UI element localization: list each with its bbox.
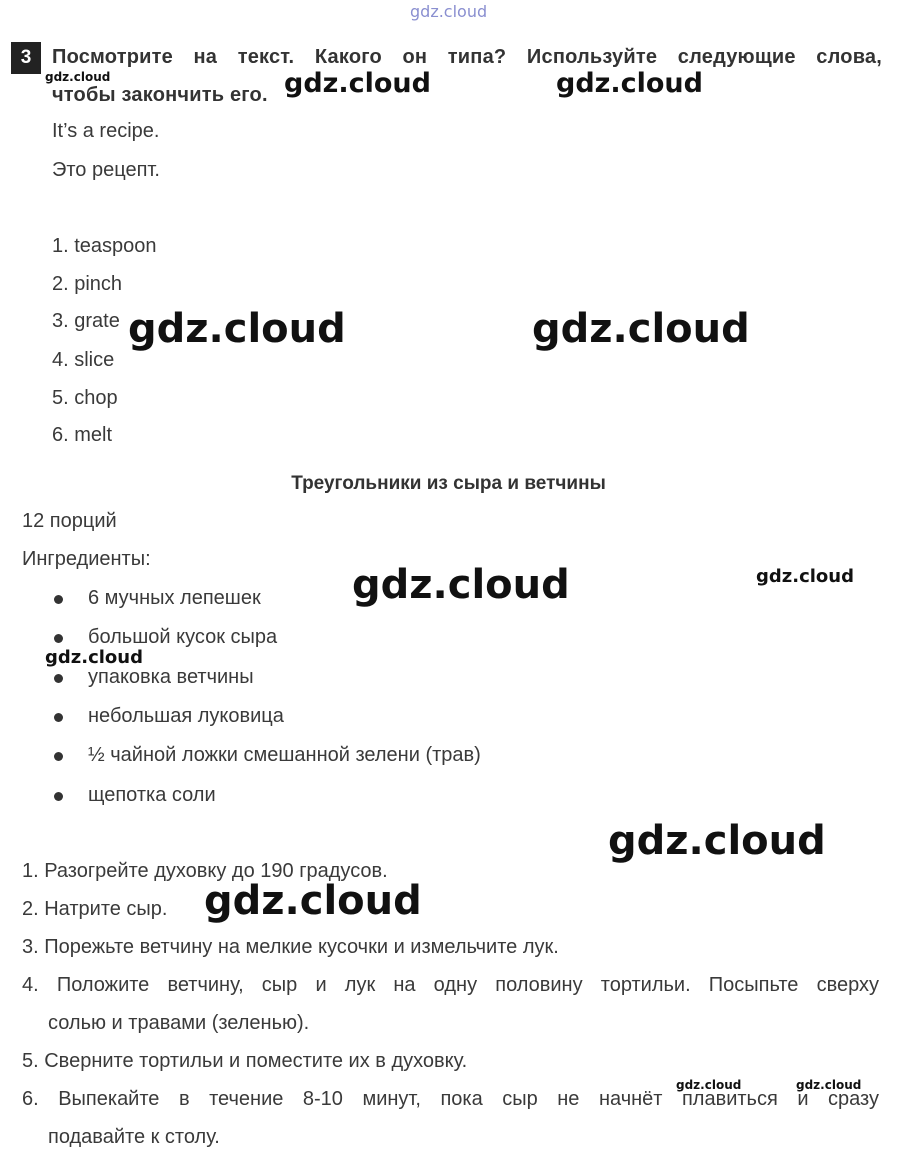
bullet-icon (54, 674, 63, 683)
word-item: 6. melt (52, 424, 113, 446)
watermark: gdz.cloud (45, 70, 111, 84)
watermark: gdz.cloud (352, 562, 570, 608)
ingredient-item: ½ чайной ложки смешанной зелени (трав) (88, 744, 481, 766)
word-item: 4. slice (52, 349, 115, 371)
answer-russian: Это рецепт. (52, 159, 160, 181)
recipe-step-6-line2: подавайте к столу. (48, 1126, 220, 1148)
bullet-icon (54, 595, 63, 604)
word-item: 2. pinch (52, 273, 123, 295)
ingredient-item: 6 мучных лепешек (88, 587, 261, 609)
recipe-step-3: 3. Порежьте ветчину на мелкие кусочки и измельчите лук. (22, 936, 559, 958)
recipe-step-1: 1. Разогрейте духовку до 190 градусов. (22, 860, 388, 882)
bullet-icon (54, 752, 63, 761)
task-instruction-line1: Посмотрите на текст. Какого он типа? Используйте следующие слова, (52, 46, 882, 68)
recipe-servings: 12 порций (22, 510, 117, 532)
bullet-icon (54, 713, 63, 722)
watermark-top: gdz.cloud (410, 2, 488, 21)
watermark: gdz.cloud (532, 306, 750, 352)
recipe-title: Треугольники из сыра и ветчины (291, 473, 606, 494)
ingredient-item: упаковка ветчины (88, 666, 254, 688)
watermark: gdz.cloud (556, 68, 703, 99)
ingredient-item: большой кусок сыра (88, 626, 278, 648)
recipe-step-2: 2. Натрите сыр. (22, 898, 168, 920)
word-item: 1. teaspoon (52, 235, 157, 257)
answer-english: It’s a recipe. (52, 120, 160, 142)
task-instruction-line2: чтобы закончить его. (52, 84, 268, 106)
watermark: gdz.cloud (608, 818, 826, 864)
watermark: gdz.cloud (796, 1078, 862, 1092)
watermark: gdz.cloud (676, 1078, 742, 1092)
recipe-step-4-line1: 4. Положите ветчину, сыр и лук на одну половину тортильи. Посыпьте сверху (22, 974, 879, 996)
task-number-badge: 3 (11, 42, 41, 74)
bullet-icon (54, 634, 63, 643)
watermark: gdz.cloud (284, 68, 431, 99)
watermark: gdz.cloud (45, 647, 143, 668)
watermark: gdz.cloud (204, 878, 422, 924)
watermark: gdz.cloud (756, 566, 854, 587)
watermark: gdz.cloud (128, 306, 346, 352)
recipe-step-5: 5. Сверните тортильи и поместите их в духовку. (22, 1050, 468, 1072)
word-item: 5. chop (52, 387, 118, 409)
ingredients-label: Ингредиенты: (22, 548, 151, 570)
ingredient-item: небольшая луковица (88, 705, 284, 727)
recipe-step-4-line2: солью и травами (зеленью). (48, 1012, 310, 1034)
ingredient-item: щепотка соли (88, 784, 216, 806)
word-item: 3. grate (52, 310, 120, 332)
bullet-icon (54, 792, 63, 801)
recipe-step-6-line1: 6. Выпекайте в течение 8-10 минут, пока сыр не начнёт плавиться и сразу (22, 1088, 879, 1110)
